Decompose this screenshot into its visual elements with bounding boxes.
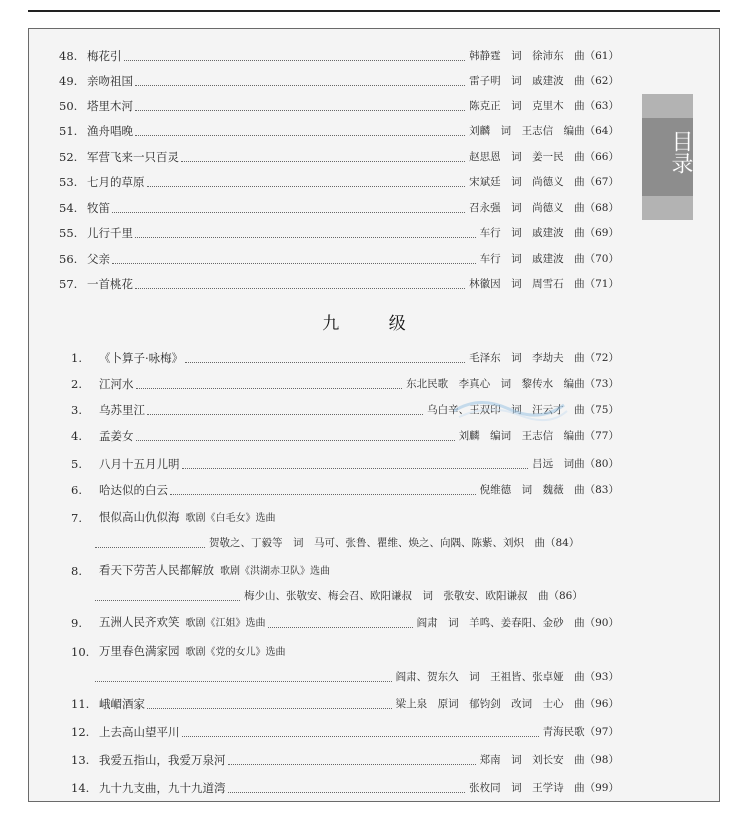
entry-subtitle: 歌剧《江姐》选曲	[185, 618, 266, 629]
entry-number: 54.	[59, 201, 78, 215]
entry-credit: 阎肃、贺东久 词 王祖皆、张卓娅 曲（93）	[395, 671, 619, 683]
entry-number: 10.	[71, 645, 90, 659]
dot-leader	[170, 485, 476, 495]
toc-entry[interactable]	[59, 45, 619, 67]
toc-entry[interactable]	[71, 612, 619, 634]
entry-credit: 梁上泉 原词 郁钧剑 改词 士心 曲（96）	[395, 698, 619, 710]
entry-title: 哈达似的白云	[99, 483, 168, 497]
dot-leader	[135, 76, 465, 86]
dot-leader	[185, 353, 465, 363]
entry-number: 7.	[71, 511, 82, 525]
entry-number: 56.	[59, 252, 78, 266]
entry-credit: 乌白辛、王双印 词 汪云才 曲（75）	[427, 404, 619, 416]
toc-entry[interactable]	[71, 641, 619, 663]
entry-title: 塔里木河	[87, 99, 133, 113]
tab-cap-top	[642, 94, 693, 118]
dot-leader	[112, 254, 476, 264]
entry-title: 江河水	[99, 377, 134, 391]
entry-title: 一首桃花	[87, 277, 133, 291]
entry-credit: 刘麟 词 王志信 编曲（64）	[469, 125, 619, 137]
tab-cap-bottom	[642, 196, 693, 220]
toc-entry[interactable]	[59, 70, 619, 92]
entry-title: 八月十五月儿明	[99, 457, 180, 471]
toc-entry[interactable]	[59, 222, 619, 244]
tab-label: 目录	[668, 130, 693, 174]
toc-entry[interactable]	[71, 560, 619, 582]
toc-entry[interactable]	[71, 721, 619, 743]
dot-leader	[136, 431, 455, 441]
dot-leader	[182, 727, 539, 737]
toc-entry-credit-line[interactable]	[93, 585, 631, 607]
entry-number: 8.	[71, 564, 82, 578]
entry-title: 看天下劳苦人民都解放 歌剧《洪湖赤卫队》选曲	[99, 563, 330, 577]
entry-credit: 刘麟 编词 王志信 编曲（77）	[458, 430, 619, 442]
entry-credit: 召永强 词 尚德义 曲（68）	[469, 202, 619, 214]
toc-entry[interactable]	[59, 146, 619, 168]
entry-number: 3.	[71, 403, 82, 417]
entry-title: 峨嵋酒家	[99, 697, 145, 711]
entry-credit: 张枚同 词 王学诗 曲（99）	[469, 782, 619, 794]
entry-title: 《卜算子·咏梅》	[99, 351, 184, 365]
toc-entry[interactable]	[59, 197, 619, 219]
entry-credit: 韩静霆 词 徐沛东 曲（61）	[469, 50, 619, 62]
dot-leader	[268, 618, 413, 628]
dot-leader	[147, 699, 392, 709]
entry-number: 4.	[71, 429, 82, 443]
entry-credit: 雷子明 词 戚建波 曲（62）	[469, 75, 619, 87]
entry-title: 渔舟唱晚	[87, 124, 133, 138]
toc-entry[interactable]	[59, 273, 619, 295]
dot-leader	[124, 51, 466, 61]
entry-number: 51.	[59, 124, 78, 138]
entry-title: 梅花引	[87, 49, 122, 63]
entry-credit: 倪维德 词 魏薇 曲（83）	[479, 484, 619, 496]
entry-title: 七月的草原	[87, 175, 145, 189]
entry-credit: 陈克正 词 克里木 曲（63）	[469, 100, 619, 112]
dot-leader	[135, 126, 465, 136]
watermark-logo	[449, 389, 569, 429]
entry-title: 五洲人民齐欢笑 歌剧《江姐》选曲	[99, 615, 266, 629]
entry-number: 55.	[59, 226, 78, 240]
entry-subtitle: 歌剧《洪湖赤卫队》选曲	[220, 566, 330, 577]
top-rule	[28, 10, 720, 12]
toc-entry[interactable]	[59, 120, 619, 142]
entry-credit: 郑南 词 刘长安 曲（98）	[479, 754, 619, 766]
toc-entry[interactable]	[71, 507, 619, 529]
entry-number: 49.	[59, 74, 78, 88]
toc-entry[interactable]	[59, 95, 619, 117]
toc-entry[interactable]	[71, 453, 619, 475]
entry-number: 50.	[59, 99, 78, 113]
toc-entry[interactable]	[71, 693, 619, 715]
entry-credit: 车行 词 戚建波 曲（70）	[479, 253, 619, 265]
toc-entry[interactable]	[59, 248, 619, 270]
entry-number: 6.	[71, 483, 82, 497]
entry-credit: 毛泽东 词 李劫夫 曲（72）	[469, 352, 619, 364]
section-heading: 九 级	[322, 314, 428, 334]
entry-number: 2.	[71, 377, 82, 391]
dot-leader	[135, 228, 476, 238]
entry-credit: 宋斌廷 词 尚德义 曲（67）	[469, 176, 619, 188]
entry-number: 53.	[59, 175, 78, 189]
entry-credit: 车行 词 戚建波 曲（69）	[479, 227, 619, 239]
entry-credit: 梅少山、张敬安、梅会召、欧阳谦叔 词 张敬安、欧阳谦叔 曲（86）	[244, 590, 583, 602]
entry-credit: 林徽因 词 周雪石 曲（71）	[469, 278, 619, 290]
entry-title: 万里春色满家园 歌剧《党的女儿》选曲	[99, 644, 286, 658]
entry-title: 军营飞来一只百灵	[87, 150, 179, 164]
toc-side-tab[interactable]	[642, 94, 693, 220]
entry-credit: 青海民歌（97）	[542, 726, 619, 738]
entry-subtitle: 歌剧《党的女儿》选曲	[185, 647, 286, 658]
toc-entry[interactable]	[71, 479, 619, 501]
entry-number: 9.	[71, 616, 82, 630]
dot-leader	[181, 152, 465, 162]
entry-title: 亲吻祖国	[87, 74, 133, 88]
entry-title: 上去高山望平川	[99, 725, 180, 739]
toc-entry[interactable]	[71, 347, 619, 369]
entry-title: 父亲	[87, 252, 110, 266]
entry-number: 1.	[71, 351, 82, 365]
entry-subtitle: 歌剧《白毛女》选曲	[185, 513, 276, 524]
dot-leader	[228, 783, 466, 793]
toc-entry[interactable]	[71, 777, 619, 799]
toc-entry-credit-line[interactable]	[93, 666, 619, 688]
entry-title: 九十九支曲，九十九道湾	[99, 781, 226, 795]
dot-leader	[95, 538, 205, 548]
dot-leader	[135, 101, 465, 111]
entry-number: 52.	[59, 150, 78, 164]
entry-credit: 阎肃 词 羊鸣、姜春阳、金砂 曲（90）	[416, 617, 619, 629]
toc-entry[interactable]	[59, 171, 619, 193]
entry-number: 57.	[59, 277, 78, 291]
toc-entry[interactable]	[71, 749, 619, 771]
dot-leader	[135, 279, 465, 289]
entry-title: 恨似高山仇似海 歌剧《白毛女》选曲	[99, 510, 276, 524]
dot-leader	[147, 177, 466, 187]
dot-leader	[228, 755, 476, 765]
entry-number: 48.	[59, 49, 78, 63]
toc-page	[28, 28, 720, 802]
entry-title: 牧笛	[87, 201, 110, 215]
entry-credit: 贺敬之、丁毅等 词 马可、张鲁、瞿维、焕之、向隅、陈紫、刘炽 曲（84）	[209, 537, 580, 549]
entry-number: 5.	[71, 457, 82, 471]
entry-credit: 东北民歌 李真心 词 黎传水 编曲（73）	[406, 378, 619, 390]
dot-leader	[95, 591, 240, 601]
entry-title: 儿行千里	[87, 226, 133, 240]
entry-number: 14.	[71, 781, 90, 795]
dot-leader	[112, 203, 465, 213]
entry-number: 12.	[71, 725, 90, 739]
entry-number: 11.	[71, 697, 90, 711]
dot-leader	[147, 405, 423, 415]
toc-entry-credit-line[interactable]	[93, 532, 631, 554]
entry-title: 乌苏里江	[99, 403, 145, 417]
entry-title: 孟姜女	[99, 429, 134, 443]
entry-title: 我爱五指山，我爱万泉河	[99, 753, 226, 767]
entry-credit: 赵思恩 词 姜一民 曲（66）	[469, 151, 619, 163]
dot-leader	[182, 459, 529, 469]
dot-leader	[95, 672, 392, 682]
entry-number: 13.	[71, 753, 90, 767]
entry-credit: 吕远 词曲（80）	[532, 458, 619, 470]
dot-leader	[136, 379, 403, 389]
